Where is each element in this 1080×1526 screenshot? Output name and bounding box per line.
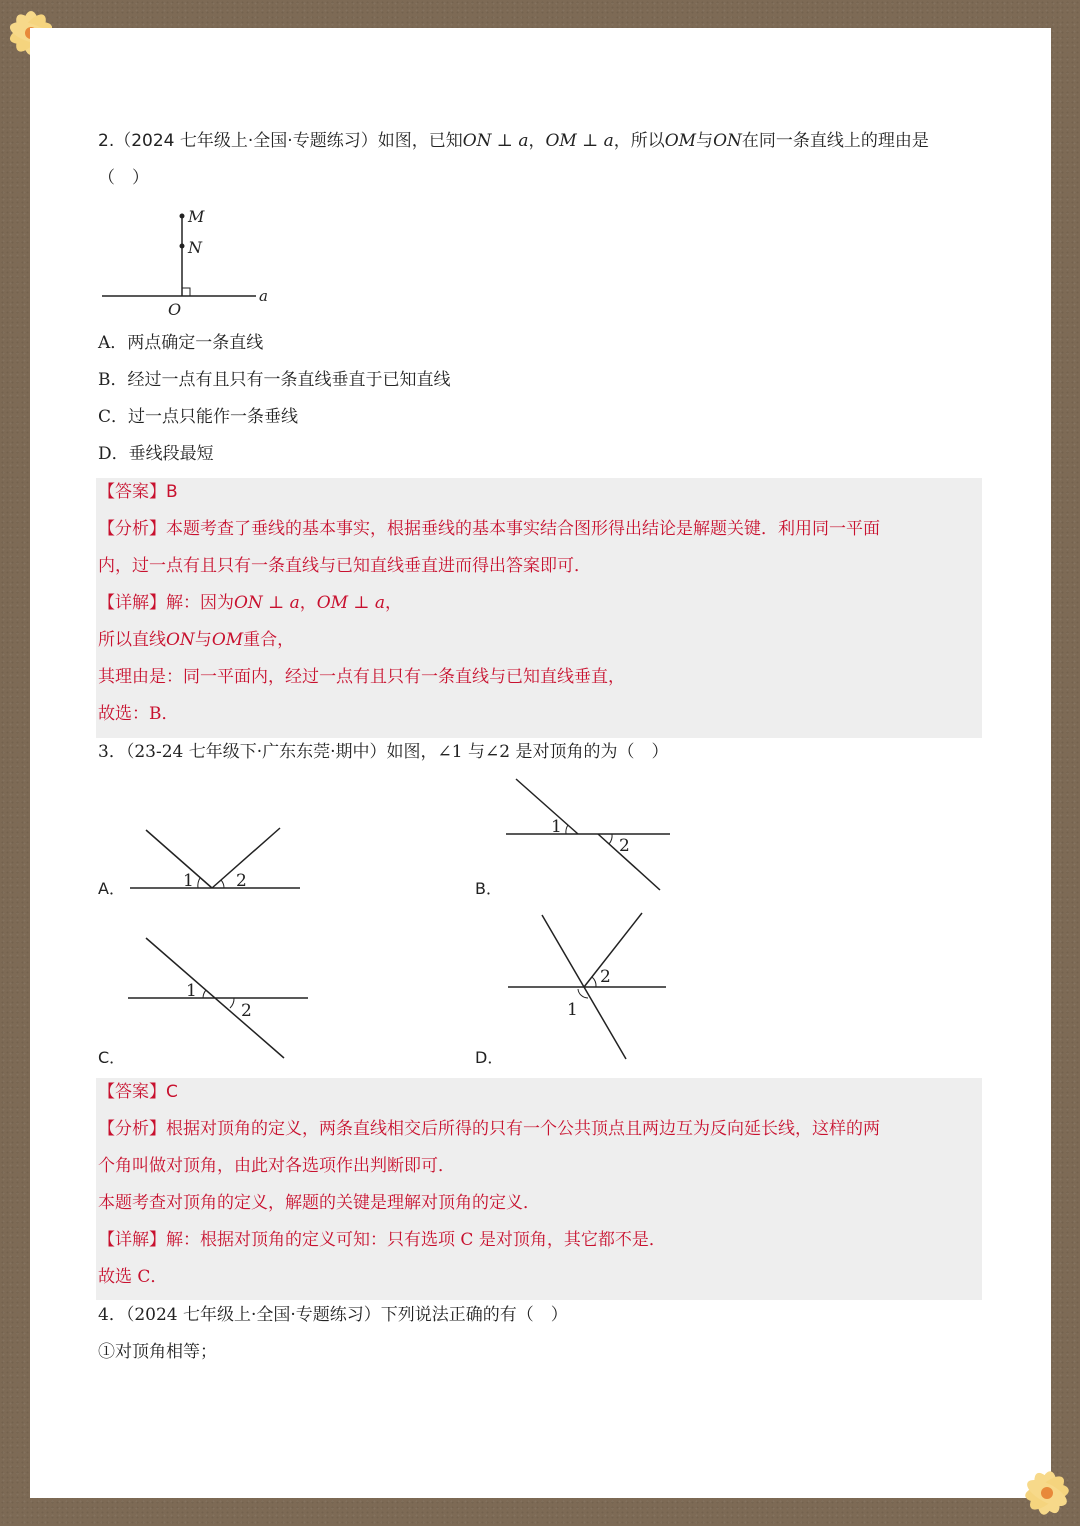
q4-item-1: ①对顶角相等； <box>98 1342 217 1362</box>
q3-figure-c <box>120 930 320 1065</box>
q3-d-angle-1: 1 <box>567 1000 578 1020</box>
q2-detail-line-2: 所以直线ON与OM重合， <box>98 630 295 650</box>
q2-analysis-line-2: 内，过一点有且只有一条直线与已知直线垂直进而得出答案即可． <box>98 556 591 576</box>
q2-detail-line-1: 【详解】解：因为ON ⊥ a，OM ⊥ a， <box>98 593 403 613</box>
q2-analysis-line-1: 【分析】本题考查了垂线的基本事实，根据垂线的基本事实结合图形得出结论是解题关键．利用同一平面 <box>98 519 880 539</box>
q2-detail-line-4: 故选：B． <box>98 704 179 724</box>
q3-d-angle-2: 2 <box>600 967 611 987</box>
q3-figure-d <box>500 905 680 1065</box>
q3-answer: 【答案】C <box>98 1082 178 1102</box>
q3-figure-a <box>120 820 310 900</box>
q3-option-c-label: C． <box>98 1048 126 1067</box>
q2-detail-line-3: 其理由是：同一平面内，经过一点有且只有一条直线与已知直线垂直， <box>98 667 625 687</box>
q2-option-c: C．过一点只能作一条垂线 <box>98 407 299 427</box>
q2-figure <box>98 202 278 322</box>
q3-b-angle-1: 1 <box>551 817 562 837</box>
q3-a-angle-1: 1 <box>183 871 194 891</box>
q2-option-a: A．两点确定一条直线 <box>98 333 264 353</box>
q2-point-n-label: N <box>188 238 202 257</box>
q3-analysis-line-2: 个角叫做对顶角，由此对各选项作出判断即可． <box>98 1156 455 1176</box>
q3-c-angle-1: 1 <box>186 981 197 1001</box>
q3-option-a-label: A． <box>98 879 125 898</box>
q2-option-b: B．经过一点有且只有一条直线垂直于已知直线 <box>98 370 451 390</box>
q3-detail-line-2: 故选 C． <box>98 1267 168 1287</box>
q2-option-d: D．垂线段最短 <box>98 444 214 464</box>
q2-answer-paren: （ ） <box>98 168 149 188</box>
q3-b-angle-2: 2 <box>619 836 630 856</box>
q2-stem: 2.（2024 七年级上·全国·专题练习）如图，已知ON ⊥ a，OM ⊥ a，所以OM与ON在同一条直线上的理由是 <box>98 131 929 151</box>
q3-analysis-line-3: 本题考查对顶角的定义，解题的关键是理解对顶角的定义． <box>98 1193 540 1213</box>
q3-answer-box <box>96 1078 982 1300</box>
flower-bottom-right-decoration <box>1016 1462 1078 1524</box>
q3-detail-line-1: 【详解】解：根据对顶角的定义可知：只有选项 C 是对顶角，其它都不是． <box>98 1230 666 1250</box>
q3-a-angle-2: 2 <box>236 871 247 891</box>
q4-stem: 4．（2024 七年级上·全国·专题练习）下列说法正确的有（ ） <box>98 1305 568 1325</box>
q2-line-a-label: a <box>259 287 268 305</box>
q3-analysis-line-1: 【分析】根据对顶角的定义，两条直线相交后所得的只有一个公共顶点且两边互为反向延长线，这样的两 <box>98 1119 880 1139</box>
q2-point-m-label: M <box>188 207 205 226</box>
q2-point-o-label: O <box>168 300 182 319</box>
q3-figure-b <box>500 775 680 895</box>
q3-option-d-label: D． <box>475 1048 504 1067</box>
q3-c-angle-2: 2 <box>241 1001 252 1021</box>
q3-option-b-label: B． <box>475 879 502 898</box>
q2-answer: 【答案】B <box>98 482 178 502</box>
q3-stem: 3．（23-24 七年级下·广东东莞·期中）如图，∠1 与∠2 是对顶角的为（ ） <box>98 742 669 762</box>
